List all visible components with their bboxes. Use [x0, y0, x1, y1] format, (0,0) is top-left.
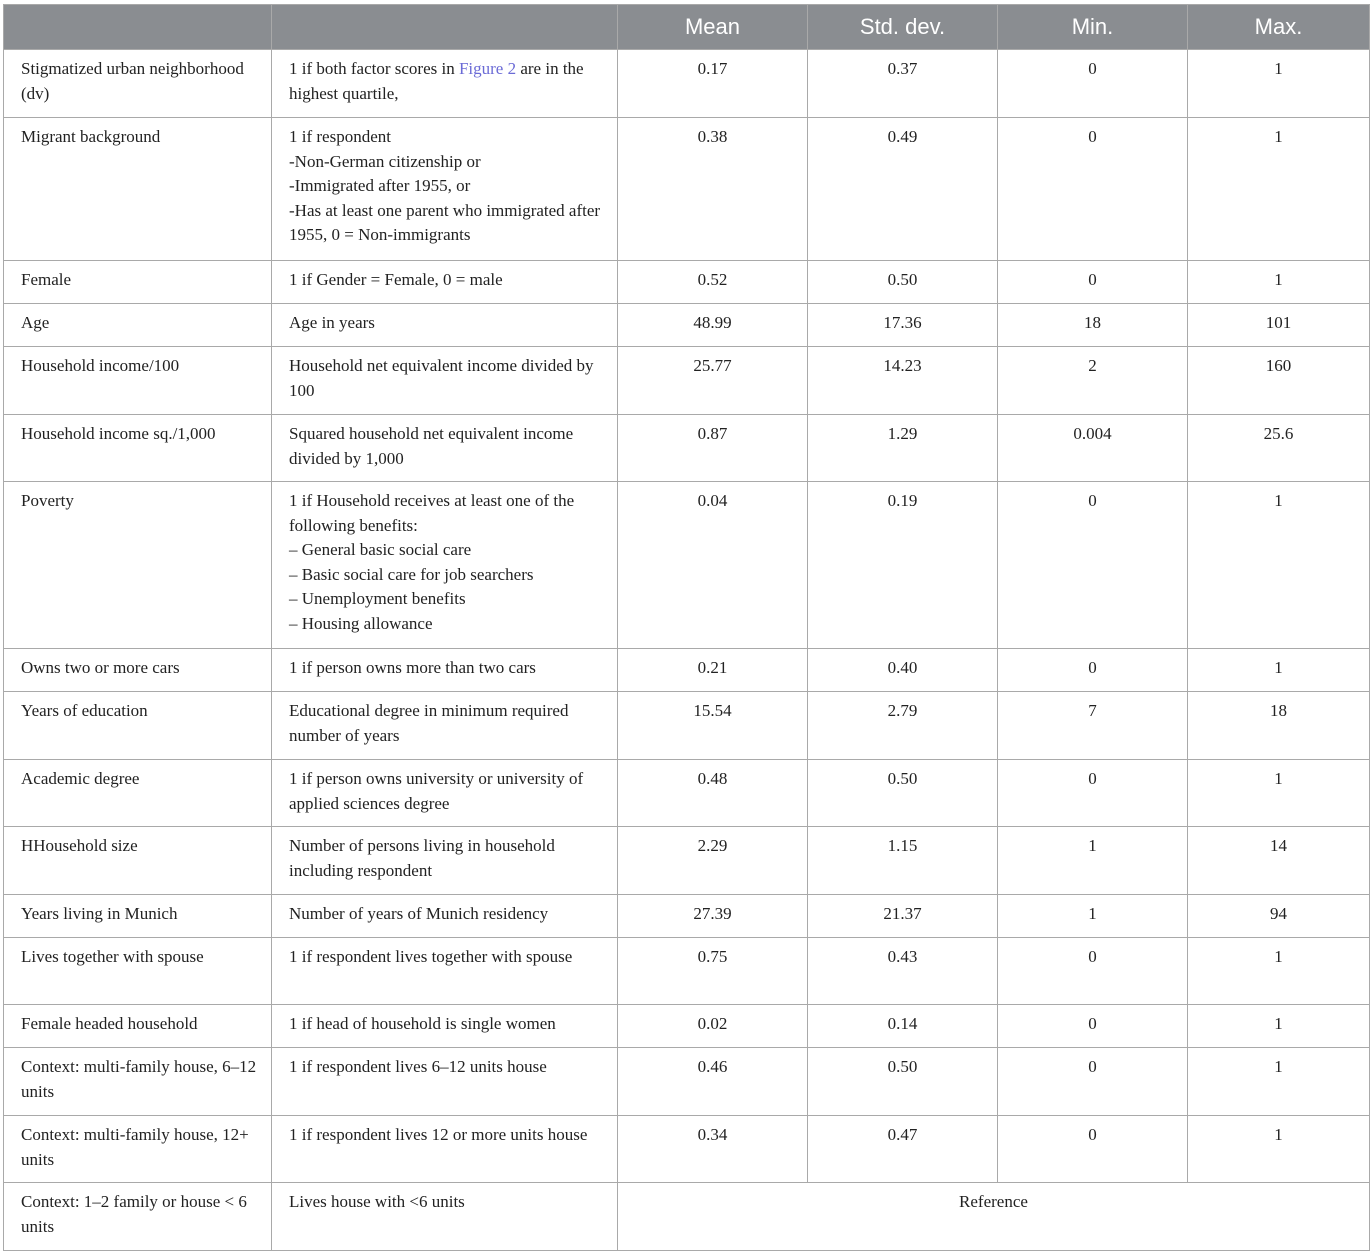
table-row [4, 347, 1370, 415]
descriptive-statistics-table [3, 4, 1370, 1251]
max-cell: 160 [1188, 347, 1370, 415]
header-mean: Mean [618, 5, 808, 50]
variable-cell: Owns two or more cars [4, 649, 272, 692]
std-dev-cell: 21.37 [808, 895, 998, 938]
min-cell: 0 [998, 760, 1188, 827]
mean-cell: 0.48 [618, 760, 808, 827]
min-cell: 2 [998, 347, 1188, 415]
min-cell: 0 [998, 50, 1188, 118]
description-cell: 1 if respondent lives 6–12 units house [272, 1048, 618, 1116]
table-row [4, 895, 1370, 938]
mean-cell: 0.46 [618, 1048, 808, 1116]
mean-cell: 0.02 [618, 1005, 808, 1048]
mean-cell: 0.04 [618, 482, 808, 649]
table-row [4, 1005, 1370, 1048]
std-dev-cell: 0.50 [808, 261, 998, 304]
std-dev-cell: 0.47 [808, 1116, 998, 1183]
table-row [4, 1116, 1370, 1183]
variable-cell: Household income/100 [4, 347, 272, 415]
std-dev-cell: 0.14 [808, 1005, 998, 1048]
max-cell: 1 [1188, 1116, 1370, 1183]
table-row [4, 261, 1370, 304]
max-cell: 1 [1188, 938, 1370, 1005]
std-dev-cell: 1.29 [808, 415, 998, 482]
variable-cell: Lives together with spouse [4, 938, 272, 1005]
mean-cell: 0.75 [618, 938, 808, 1005]
std-dev-cell: 0.50 [808, 760, 998, 827]
description-line: – Housing allowance [289, 613, 433, 633]
max-cell: 1 [1188, 649, 1370, 692]
variable-cell: Female [4, 261, 272, 304]
description-line: -Immigrated after 1955, or [289, 176, 471, 196]
table-row [4, 649, 1370, 692]
variable-cell: Household income sq./1,000 [4, 415, 272, 482]
description-cell: 1 if respondent lives 12 or more units house [272, 1116, 618, 1183]
description-cell: Number of persons living in household including respondent [272, 827, 618, 895]
variable-cell: Poverty [4, 482, 272, 649]
description-line: 1 if Household receives at least one of the following benefits: [289, 491, 575, 535]
description-cell: 1 if person owns more than two cars [272, 649, 618, 692]
description-cell: 1 if Gender = Female, 0 = male [272, 261, 618, 304]
max-cell: 25.6 [1188, 415, 1370, 482]
std-dev-cell: 0.50 [808, 1048, 998, 1116]
header-min: Min. [998, 5, 1188, 50]
max-cell: 18 [1188, 692, 1370, 760]
std-dev-cell: 0.49 [808, 118, 998, 261]
min-cell: 0 [998, 649, 1188, 692]
description-text: 1 if both factor scores in [289, 59, 459, 78]
variable-cell: Age [4, 304, 272, 347]
min-cell: 1 [998, 827, 1188, 895]
variable-cell: Context: 1–2 family or house < 6 units [4, 1183, 272, 1251]
variable-cell: Academic degree [4, 760, 272, 827]
std-dev-cell: 17.36 [808, 304, 998, 347]
header-row [4, 5, 1370, 50]
min-cell: 0 [998, 118, 1188, 261]
table-row [4, 760, 1370, 827]
mean-cell: 27.39 [618, 895, 808, 938]
header-description [272, 5, 618, 50]
description-line: -Has at least one parent who immigrated after 1955, 0 = Non-immigrants [289, 200, 601, 245]
description-line: – Basic social care for job searchers [289, 564, 534, 584]
max-cell: 1 [1188, 482, 1370, 649]
table-row [4, 118, 1370, 261]
min-cell: 0 [998, 1005, 1188, 1048]
min-cell: 0.004 [998, 415, 1188, 482]
std-dev-cell: 1.15 [808, 827, 998, 895]
min-cell: 0 [998, 1116, 1188, 1183]
min-cell: 0 [998, 482, 1188, 649]
variable-cell: Context: multi-family house, 6–12 units [4, 1048, 272, 1116]
table-row [4, 1183, 1370, 1251]
description-line: -Non-German citizenship or [289, 151, 481, 171]
description-line: 1 if respondent [289, 127, 391, 146]
min-cell: 0 [998, 938, 1188, 1005]
description-cell: Squared household net equivalent income divided by 1,000 [272, 415, 618, 482]
description-cell [272, 118, 618, 261]
max-cell: 1 [1188, 261, 1370, 304]
table-body [4, 50, 1370, 1251]
description-line: – Unemployment benefits [289, 589, 466, 609]
description-cell: 1 if respondent lives together with spouse [272, 938, 618, 1005]
table-row [4, 482, 1370, 649]
mean-cell: 2.29 [618, 827, 808, 895]
header-variable [4, 5, 272, 50]
description-cell: Educational degree in minimum required number of years [272, 692, 618, 760]
mean-cell: 0.87 [618, 415, 808, 482]
mean-cell: 0.21 [618, 649, 808, 692]
mean-cell: 0.38 [618, 118, 808, 261]
min-cell: 18 [998, 304, 1188, 347]
mean-cell: 15.54 [618, 692, 808, 760]
max-cell: 14 [1188, 827, 1370, 895]
max-cell: 1 [1188, 760, 1370, 827]
min-cell: 0 [998, 1048, 1188, 1116]
mean-cell: 0.17 [618, 50, 808, 118]
table-row [4, 415, 1370, 482]
variable-cell: Stigmatized urban neighborhood (dv) [4, 50, 272, 118]
table-row [4, 1048, 1370, 1116]
description-line: – General basic social care [289, 540, 472, 560]
min-cell: 7 [998, 692, 1188, 760]
max-cell: 1 [1188, 118, 1370, 261]
mean-cell: 0.52 [618, 261, 808, 304]
variable-cell: Context: multi-family house, 12+ units [4, 1116, 272, 1183]
variable-cell: Female headed household [4, 1005, 272, 1048]
std-dev-cell: 2.79 [808, 692, 998, 760]
std-dev-cell: 0.43 [808, 938, 998, 1005]
table-row [4, 938, 1370, 1005]
header-std-dev: Std. dev. [808, 5, 998, 50]
min-cell: 1 [998, 895, 1188, 938]
mean-cell: 48.99 [618, 304, 808, 347]
max-cell: 1 [1188, 50, 1370, 118]
table-row [4, 304, 1370, 347]
figure-link[interactable]: Figure 2 [458, 59, 517, 78]
table-header [4, 5, 1370, 50]
mean-cell: 0.34 [618, 1116, 808, 1183]
table-row [4, 692, 1370, 760]
description-cell [272, 50, 618, 118]
variable-cell: Years living in Munich [4, 895, 272, 938]
max-cell: 94 [1188, 895, 1370, 938]
header-max: Max. [1188, 5, 1370, 50]
max-cell: 101 [1188, 304, 1370, 347]
min-cell: 0 [998, 261, 1188, 304]
description-text: are in the highest quartile, [289, 59, 584, 103]
max-cell: 1 [1188, 1005, 1370, 1048]
variable-cell: HHousehold size [4, 827, 272, 895]
mean-cell: 25.77 [618, 347, 808, 415]
variable-cell: Migrant background [4, 118, 272, 261]
max-cell: 1 [1188, 1048, 1370, 1116]
std-dev-cell: 14.23 [808, 347, 998, 415]
variable-cell: Years of education [4, 692, 272, 760]
reference-cell: Reference [618, 1183, 1370, 1251]
std-dev-cell: 0.19 [808, 482, 998, 649]
description-cell: Age in years [272, 304, 618, 347]
description-cell: 1 if head of household is single women [272, 1005, 618, 1048]
description-cell: Household net equivalent income divided by 100 [272, 347, 618, 415]
std-dev-cell: 0.37 [808, 50, 998, 118]
description-cell: Lives house with <6 units [272, 1183, 618, 1251]
description-cell: 1 if person owns university or university of applied sciences degree [272, 760, 618, 827]
description-cell [272, 482, 618, 649]
table-row [4, 827, 1370, 895]
table-row [4, 50, 1370, 118]
description-cell: Number of years of Munich residency [272, 895, 618, 938]
std-dev-cell: 0.40 [808, 649, 998, 692]
